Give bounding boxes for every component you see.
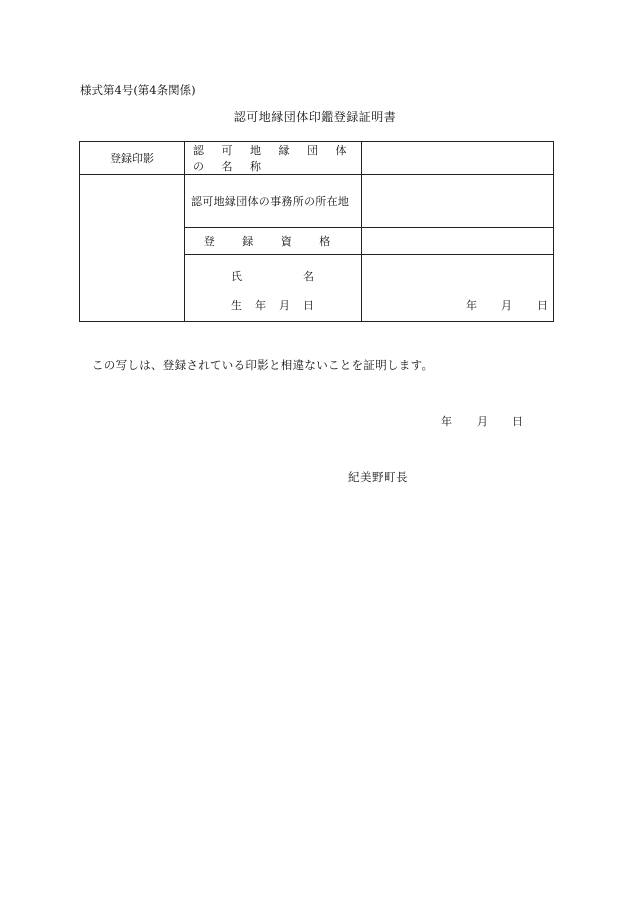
document-title: 認可地縁団体印鑑登録証明書 <box>233 110 397 124</box>
group-name-value <box>362 142 554 175</box>
issue-date-day: 日 <box>512 415 523 428</box>
name-birth-label-cell <box>185 255 362 322</box>
birth-label-char-3: 月 <box>279 299 290 312</box>
group-name-label: 認 可 地 縁 団 体 の 名 称 <box>185 142 362 175</box>
qualification-value <box>362 228 554 255</box>
seal-impression-box <box>80 175 185 322</box>
office-address-value <box>362 175 554 228</box>
issue-date-month: 月 <box>477 415 488 428</box>
birth-date-cell <box>362 255 554 322</box>
signatory: 紀美野町長 <box>348 470 408 484</box>
form-number: 様式第4号(第4条関係) <box>80 83 196 97</box>
registered-seal-label: 登録印影 <box>80 142 185 175</box>
table-row-office-address <box>80 175 554 228</box>
certificate-table <box>79 141 554 322</box>
certification-statement: この写しは、登録されている印影と相違ないことを証明します。 <box>92 358 434 372</box>
birth-date-day: 日 <box>537 299 548 312</box>
table-row-group-name <box>80 142 554 175</box>
office-address-label: 認可地縁団体の事務所の所在地 <box>185 175 362 228</box>
birth-label-char-4: 日 <box>303 299 314 312</box>
birth-label-char-1: 生 <box>231 299 242 312</box>
name-label-char-1: 氏 <box>231 270 242 283</box>
issue-date-year: 年 <box>441 415 452 428</box>
birth-date-month: 月 <box>501 299 512 312</box>
birth-date-year: 年 <box>466 299 477 312</box>
birth-label-char-2: 年 <box>255 299 266 312</box>
qualification-label: 登 録 資 格 <box>185 228 362 255</box>
name-label-char-2: 名 <box>303 270 314 283</box>
